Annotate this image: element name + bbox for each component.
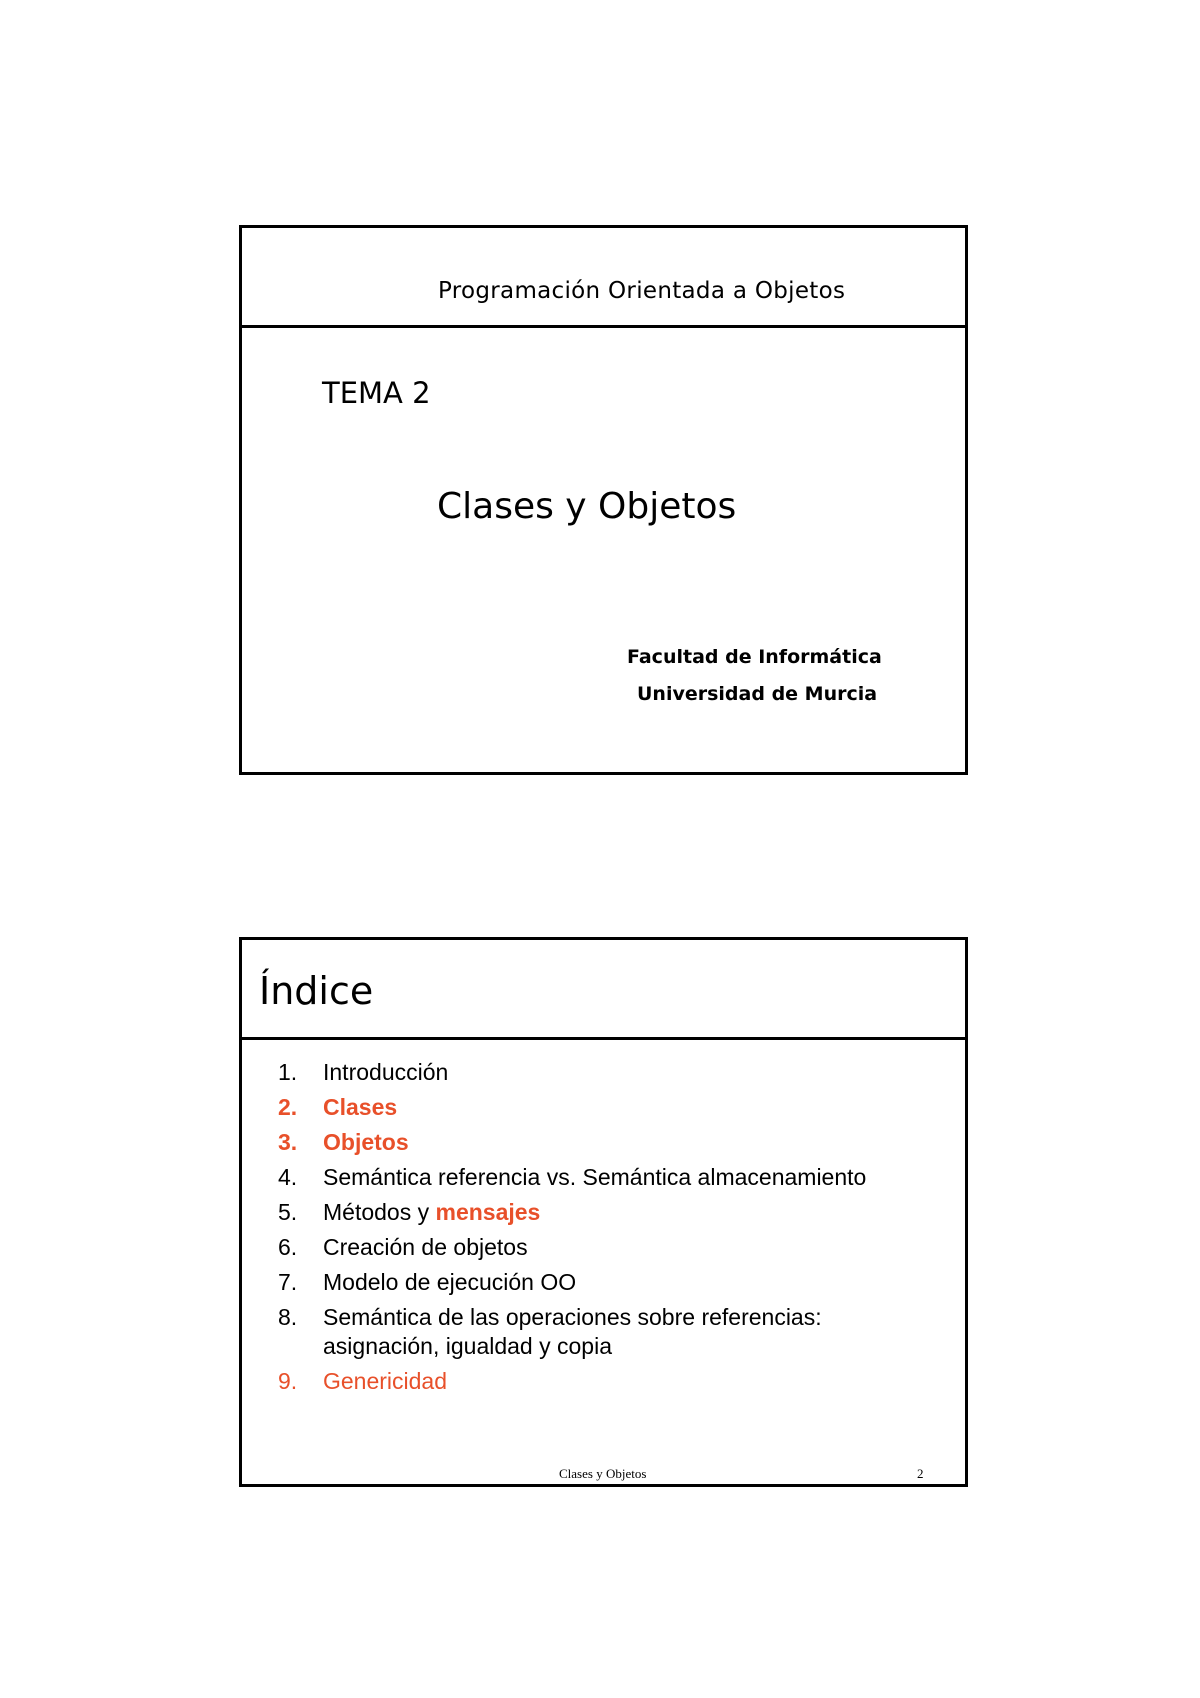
toc-item-3: 3. Objetos bbox=[278, 1129, 409, 1155]
toc-item-2: 2. Clases bbox=[278, 1094, 398, 1120]
slide-header bbox=[242, 940, 965, 1040]
slide-header bbox=[242, 228, 965, 328]
slide-title: Clases y Objetos bbox=[437, 486, 737, 527]
toc-item-9: 9. Genericidad bbox=[278, 1368, 448, 1394]
table-of-contents bbox=[278, 1058, 938, 1402]
toc-item-6: 6. Creación de objetos bbox=[278, 1234, 528, 1260]
title-slide bbox=[239, 225, 968, 775]
toc-item-5: 5. Métodos y mensajes bbox=[278, 1199, 541, 1225]
toc-item-8: 8. Semántica de las operaciones sobre referencias: asignación, igualdad y copia bbox=[278, 1304, 822, 1359]
toc-item-7: 7. Modelo de ejecución OO bbox=[278, 1269, 577, 1295]
toc-item-4: 4. Semántica referencia vs. Semántica almacenamiento bbox=[278, 1164, 867, 1190]
index-title: Índice bbox=[259, 969, 374, 1013]
toc-item-1: 1. Introducción bbox=[278, 1059, 449, 1085]
index-slide bbox=[239, 937, 968, 1487]
course-title: Programación Orientada a Objetos bbox=[438, 278, 846, 304]
page-number: 2 bbox=[917, 1466, 924, 1481]
faculty-name: Facultad de Informática bbox=[627, 646, 882, 668]
tema-label: TEMA 2 bbox=[322, 376, 431, 410]
highlight-mensajes: mensajes bbox=[435, 1199, 541, 1225]
university-name: Universidad de Murcia bbox=[637, 683, 878, 705]
footer-title: Clases y Objetos bbox=[559, 1466, 647, 1481]
